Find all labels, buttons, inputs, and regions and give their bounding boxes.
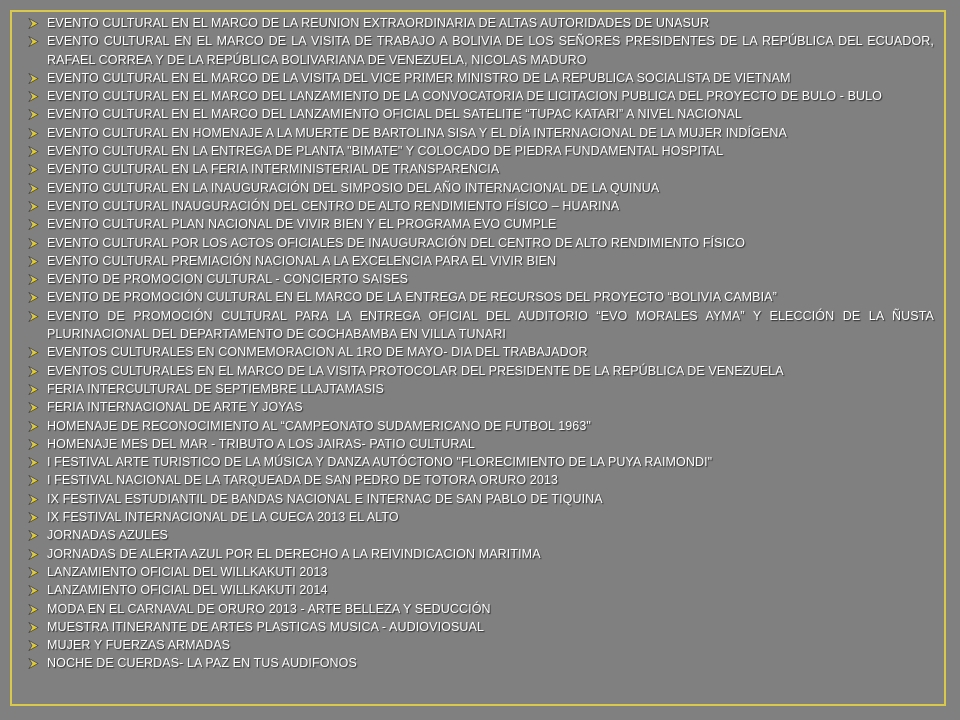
arrow-bullet-icon xyxy=(28,142,42,160)
arrow-bullet-icon xyxy=(28,343,42,361)
list-item-text: EVENTO DE PROMOCIÓN CULTURAL PARA LA ENTREGA OFICIAL DEL AUDITORIO “EVO MORALES AYMA” Y ELECCIÓN DE LA ÑUSTA PLURINACIONAL DEL DEPARTAMENTO DE COCHABAMBA EN VILLA TUNARI xyxy=(47,308,934,342)
list-item-text: HOMENAJE DE RECONOCIMIENTO AL “CAMPEONATO SUDAMERICANO DE FUTBOL 1963" xyxy=(47,418,591,433)
list-item xyxy=(28,380,934,398)
arrow-bullet-icon xyxy=(28,32,42,50)
list-item-text: HOMENAJE MES DEL MAR - TRIBUTO A LOS JAIRAS- PATIO CULTURAL xyxy=(47,436,475,451)
list-item-text: NOCHE DE CUERDAS- LA PAZ EN TUS AUDIFONOS xyxy=(47,656,357,671)
arrow-bullet-icon xyxy=(28,362,42,380)
list-item-text: EVENTO CULTURAL EN EL MARCO DE LA REUNION EXTRAORDINARIA DE ALTAS AUTORIDADES DE UNASUR xyxy=(47,16,710,30)
list-item xyxy=(28,105,934,123)
list-item-text: FERIA INTERCULTURAL DE SEPTIEMBRE LLAJTAMASIS xyxy=(47,381,384,396)
arrow-bullet-icon xyxy=(28,215,42,233)
arrow-bullet-icon xyxy=(28,600,42,618)
list-item-text: JORNADAS AZULES xyxy=(47,528,168,543)
list-item-text: EVENTO CULTURAL EN EL MARCO DE LA VISITA DEL VICE PRIMER MINISTRO DE LA REPUBLICA SOCIALISTA DE VIETNAM xyxy=(47,70,791,85)
arrow-bullet-icon xyxy=(28,563,42,581)
list-item-text: EVENTO CULTURAL INAUGURACIÓN DEL CENTRO DE ALTO RENDIMIENTO FÍSICO – HUARINA xyxy=(47,198,620,213)
list-item-text: FERIA INTERNACIONAL DE ARTE Y JOYAS xyxy=(47,400,303,415)
list-item xyxy=(28,600,934,618)
list-item xyxy=(28,307,934,344)
arrow-bullet-icon xyxy=(28,654,42,672)
list-item xyxy=(28,252,934,270)
arrow-bullet-icon xyxy=(28,234,42,252)
arrow-bullet-icon xyxy=(28,471,42,489)
list-item xyxy=(28,32,934,69)
arrow-bullet-icon xyxy=(28,545,42,563)
arrow-bullet-icon xyxy=(28,526,42,544)
list-item-text: EVENTO CULTURAL EN EL MARCO DEL LANZAMIENTO DE LA CONVOCATORIA DE LICITACION PUBLICA DEL PROYECTO DE BULO - BULO xyxy=(47,89,883,104)
arrow-bullet-icon xyxy=(28,618,42,636)
list-item-text: I FESTIVAL ARTE TURISTICO DE LA MÚSICA Y DANZA AUTÓCTONO "FLORECIMIENTO DE LA PUYA RAIMONDI" xyxy=(47,455,713,470)
list-item-text: IX FESTIVAL INTERNACIONAL DE LA CUECA 2013 EL ALTO xyxy=(47,510,399,525)
list-item xyxy=(28,417,934,435)
list-item-text: EVENTOS CULTURALES EN CONMEMORACION AL 1RO DE MAYO- DIA DEL TRABAJADOR xyxy=(47,345,588,360)
arrow-bullet-icon xyxy=(28,160,42,178)
arrow-bullet-icon xyxy=(28,380,42,398)
list-item xyxy=(28,142,934,160)
arrow-bullet-icon xyxy=(28,105,42,123)
list-item-text: EVENTO DE PROMOCIÓN CULTURAL EN EL MARCO DE LA ENTREGA DE RECURSOS DEL PROYECTO “BOLIVIA CAMBIA” xyxy=(47,290,777,305)
arrow-bullet-icon xyxy=(28,398,42,416)
arrow-bullet-icon xyxy=(28,124,42,142)
list-item xyxy=(28,398,934,416)
list-item xyxy=(28,618,934,636)
list-item xyxy=(28,69,934,87)
list-item xyxy=(28,343,934,361)
list-item-text: EVENTO CULTURAL EN LA FERIA INTERMINISTERIAL DE TRANSPARENCIA xyxy=(47,162,500,177)
list-item-text: EVENTO CULTURAL EN HOMENAJE A LA MUERTE DE BARTOLINA SISA Y EL DÍA INTERNACIONAL DE LA MUJER INDÍGENA xyxy=(47,125,787,140)
list-item-text: MODA EN EL CARNAVAL DE ORURO 2013 - ARTE BELLEZA Y SEDUCCIÓN xyxy=(47,601,491,616)
list-item xyxy=(28,563,934,581)
arrow-bullet-icon xyxy=(28,435,42,453)
list-item xyxy=(28,636,934,654)
list-item-text: IX FESTIVAL ESTUDIANTIL DE BANDAS NACIONAL E INTERNAC DE SAN PABLO DE TIQUINA xyxy=(47,491,603,506)
list-item xyxy=(28,14,934,32)
list-item-text: EVENTO CULTURAL EN LA ENTREGA DE PLANTA "BIMATE" Y COLOCADO DE PIEDRA FUNDAMENTAL HOSPITAL xyxy=(47,144,724,159)
arrow-bullet-icon xyxy=(28,14,42,32)
list-item xyxy=(28,435,934,453)
list-item xyxy=(28,87,934,105)
arrow-bullet-icon xyxy=(28,581,42,599)
arrow-bullet-icon xyxy=(28,197,42,215)
event-list xyxy=(28,14,934,673)
list-item xyxy=(28,362,934,380)
list-item-text: JORNADAS DE ALERTA AZUL POR EL DERECHO A LA REIVINDICACION MARITIMA xyxy=(47,546,541,561)
arrow-bullet-icon xyxy=(28,69,42,87)
list-item xyxy=(28,490,934,508)
list-item xyxy=(28,508,934,526)
arrow-bullet-icon xyxy=(28,490,42,508)
arrow-bullet-icon xyxy=(28,417,42,435)
list-item xyxy=(28,471,934,489)
list-item-text: MUJER Y FUERZAS ARMADAS xyxy=(47,638,231,653)
list-item-text: LANZAMIENTO OFICIAL DEL WILLKAKUTI 2013 xyxy=(47,564,328,579)
list-item xyxy=(28,453,934,471)
list-item xyxy=(28,270,934,288)
arrow-bullet-icon xyxy=(28,270,42,288)
list-item xyxy=(28,288,934,306)
arrow-bullet-icon xyxy=(28,252,42,270)
list-item xyxy=(28,160,934,178)
list-item xyxy=(28,124,934,142)
list-item xyxy=(28,234,934,252)
list-item xyxy=(28,197,934,215)
list-item xyxy=(28,215,934,233)
list-item-text: MUESTRA ITINERANTE DE ARTES PLASTICAS MUSICA - AUDIOVIOSUAL xyxy=(47,619,485,634)
list-item-text: LANZAMIENTO OFICIAL DEL WILLKAKUTI 2014 xyxy=(47,583,328,598)
list-item xyxy=(28,526,934,544)
list-item-text: EVENTO DE PROMOCION CULTURAL - CONCIERTO SAISES xyxy=(47,272,409,287)
list-item-text: EVENTO CULTURAL EN LA INAUGURACIÓN DEL SIMPOSIO DEL AÑO INTERNACIONAL DE LA QUINUA xyxy=(47,180,660,195)
arrow-bullet-icon xyxy=(28,636,42,654)
list-item-text: EVENTO CULTURAL PREMIACIÓN NACIONAL A LA EXCELENCIA PARA EL VIVIR BIEN xyxy=(47,253,557,268)
list-item xyxy=(28,581,934,599)
arrow-bullet-icon xyxy=(28,453,42,471)
arrow-bullet-icon xyxy=(28,508,42,526)
arrow-bullet-icon xyxy=(28,87,42,105)
list-item-text: EVENTO CULTURAL POR LOS ACTOS OFICIALES DE INAUGURACIÓN DEL CENTRO DE ALTO RENDIMIENTO FÍSICO xyxy=(47,235,746,250)
list-item-text: EVENTO CULTURAL PLAN NACIONAL DE VIVIR BIEN Y EL PROGRAMA EVO CUMPLE xyxy=(47,217,557,232)
list-item xyxy=(28,545,934,563)
list-item-text: EVENTOS CULTURALES EN EL MARCO DE LA VISITA PROTOCOLAR DEL PRESIDENTE DE LA REPÚBLICA DE VENEZUELA xyxy=(47,363,784,378)
arrow-bullet-icon xyxy=(28,288,42,306)
list-item xyxy=(28,654,934,672)
arrow-bullet-icon xyxy=(28,179,42,197)
list-item-text: I FESTIVAL NACIONAL DE LA TARQUEADA DE SAN PEDRO DE TOTORA ORURO 2013 xyxy=(47,473,558,488)
list-item-text: EVENTO CULTURAL EN EL MARCO DEL LANZAMIENTO OFICIAL DEL SATELITE “TUPAC KATARI” A NIVEL NACIONAL xyxy=(47,107,742,122)
list-item-text: EVENTO CULTURAL EN EL MARCO DE LA VISITA DE TRABAJO A BOLIVIA DE LOS SEÑORES PRESIDENTES DE LA REPÚBLICA DEL ECUADOR, RAFAEL CORREA Y DE LA REPÚBLICA BOLIVARIANA DE VENEZUELA, NICOLAS MADURO xyxy=(47,34,934,67)
list-item xyxy=(28,179,934,197)
arrow-bullet-icon xyxy=(28,307,42,325)
